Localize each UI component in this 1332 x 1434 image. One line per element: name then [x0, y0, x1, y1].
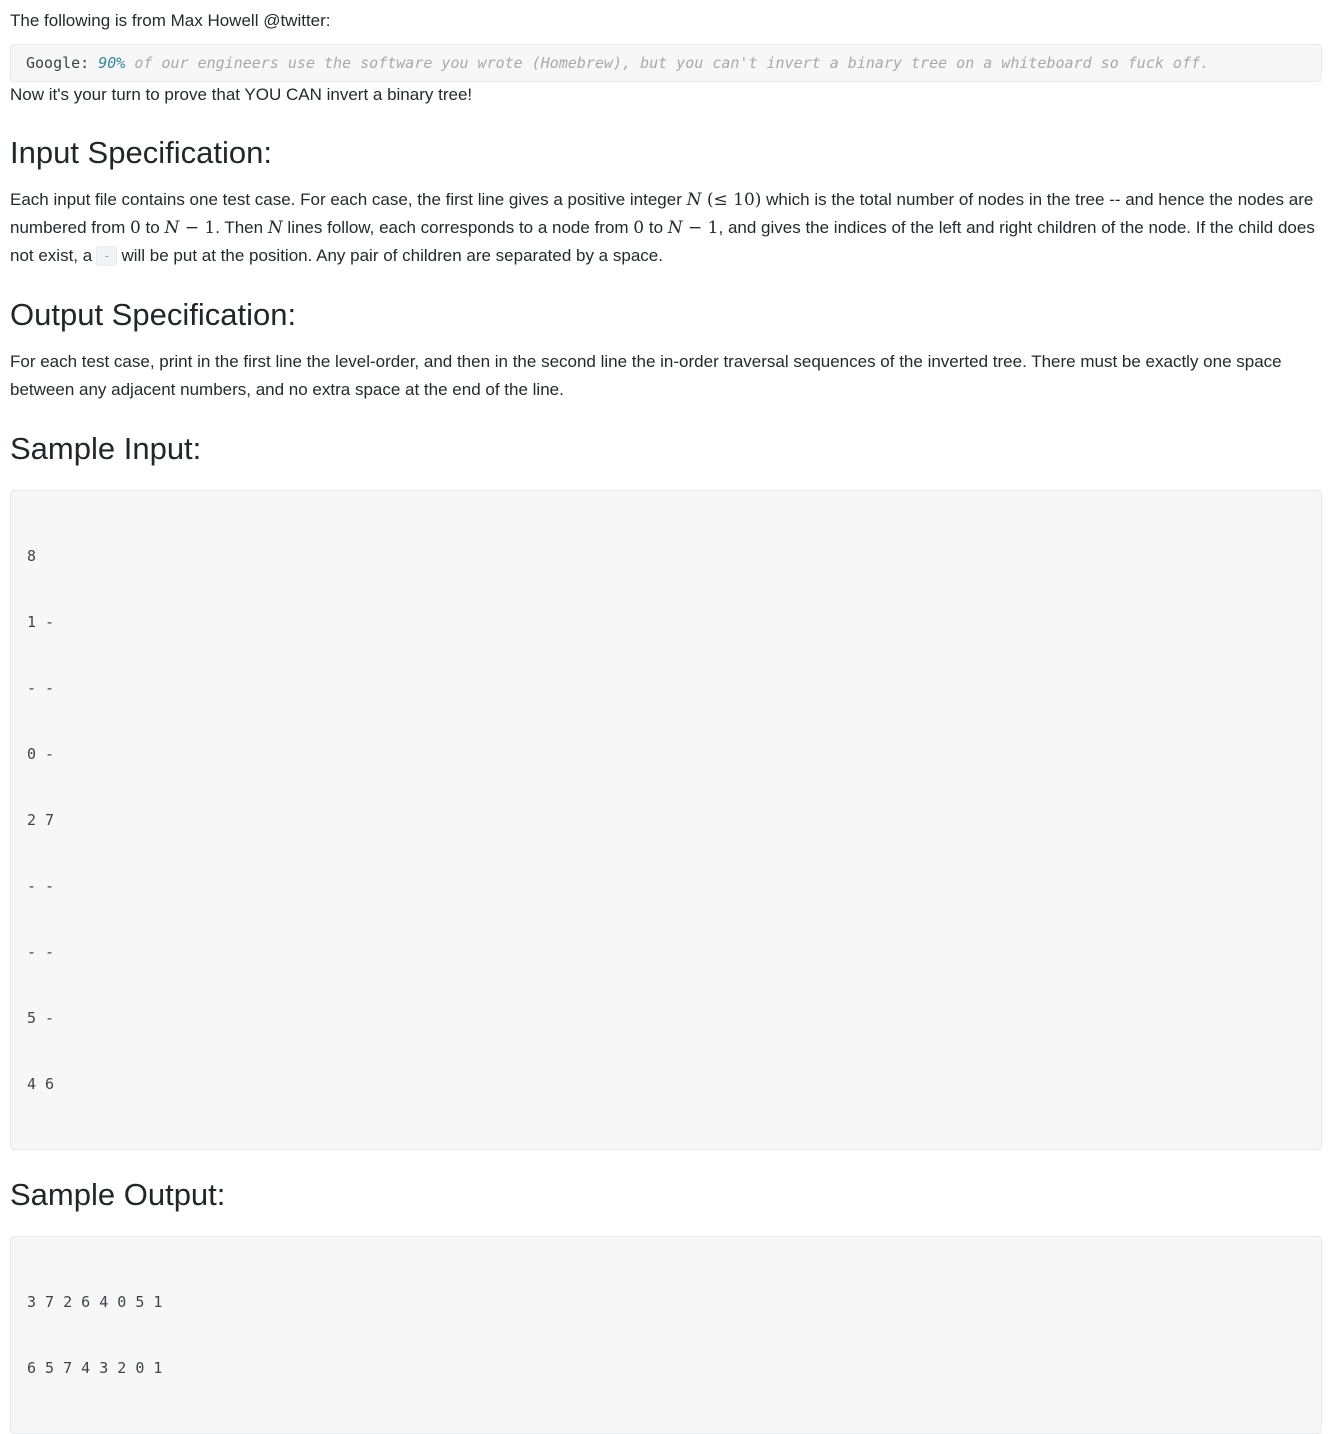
body-text: to — [644, 218, 668, 237]
math-number: 0 — [633, 218, 645, 238]
quote-speaker-label: Google: — [26, 54, 99, 72]
output-specification-paragraph: For each test case, print in the first line the level-order, and then in the second line the in-order traversal sequences of the inverted tree. There must be exactly one space between any adjacent numbers, and no extra space at the end of the line. — [10, 352, 1282, 399]
intro-paragraph: The following is from Max Howell @twitter: — [10, 11, 331, 30]
body-text: which is the total number of nodes in the tree -- and hence the nodes are numbered from — [10, 190, 1314, 237]
math-expression: − 1 — [682, 218, 719, 238]
sample-input-line: 8 — [27, 547, 37, 565]
sample-input-line: - - — [27, 943, 55, 961]
sample-input-line: 5 - — [27, 1009, 55, 1027]
sample-output-heading: Sample Output: — [10, 1177, 226, 1212]
quote-code-block — [10, 44, 1322, 82]
math-variable: N — [667, 218, 683, 238]
math-variable: N — [164, 218, 180, 238]
sample-output-code-block — [10, 1236, 1322, 1434]
sample-output-line: 6 5 7 4 3 2 0 1 — [27, 1359, 163, 1377]
sample-input-line: 1 - — [27, 613, 55, 631]
inline-code-dash: - — [96, 246, 117, 266]
input-specification-heading: Input Specification: — [10, 135, 272, 170]
sample-output-line: 3 7 2 6 4 0 5 1 — [27, 1293, 163, 1311]
body-text: . Then — [215, 218, 268, 237]
body-text: , and gives the indices of the left and right children of the node. If the child does not exist, a — [10, 218, 1315, 265]
math-number: 0 — [130, 218, 141, 238]
math-expression: (≤ 10) — [701, 190, 762, 210]
math-expression: − 1 — [179, 218, 216, 238]
body-text: Each input file contains one test case. For each case, the first line gives a positive integer — [10, 190, 687, 209]
sample-input-line: - - — [27, 877, 55, 895]
math-variable: N — [267, 218, 283, 238]
challenge-paragraph: Now it's your turn to prove that YOU CAN invert a binary tree! — [10, 85, 473, 104]
sample-input-line: - - — [27, 679, 55, 697]
output-specification-heading: Output Specification: — [10, 297, 297, 332]
quote-body-text: of our engineers use the software you wrote (Homebrew), but you can't invert a binary tree on a whiteboard so fuck off. — [125, 54, 1210, 72]
body-text: lines follow, each corresponds to a node from — [282, 218, 634, 237]
sample-input-code-block — [10, 490, 1322, 1150]
quote-percentage: 90% — [98, 54, 126, 72]
math-variable: N — [686, 190, 702, 210]
sample-input-line: 4 6 — [27, 1075, 55, 1093]
body-text: to — [140, 218, 165, 237]
sample-input-line: 2 7 — [27, 811, 55, 829]
body-text: will be put at the position. Any pair of children are separated by a space. — [121, 246, 663, 265]
input-specification-paragraph — [10, 186, 1322, 270]
sample-input-line: 0 - — [27, 745, 55, 763]
sample-input-heading: Sample Input: — [10, 431, 202, 466]
